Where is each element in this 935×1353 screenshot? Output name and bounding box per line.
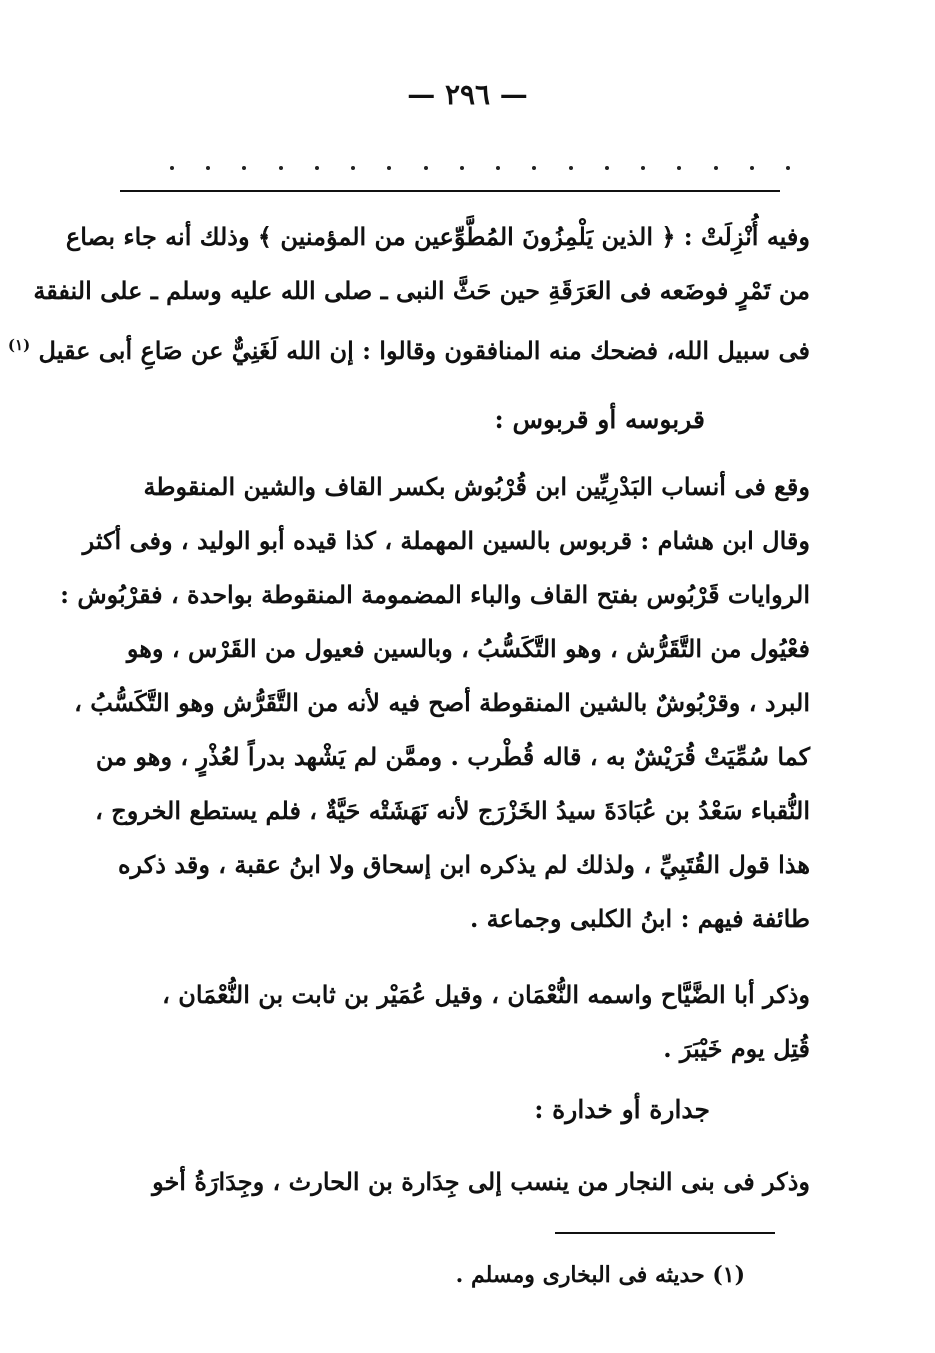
text-line: وذكر فى بنى النجار من ينسب إلى جِدَارة بن الحارث ، وجِدَارَةُ أخو (152, 1167, 810, 1196)
header-ornament-dots (170, 158, 790, 178)
text-line: وقع فى أنساب البَدْرِيِّين ابن قُرْبُوش بكسر القاف والشين المنقوطة (143, 472, 810, 501)
text-line: قُتِل يوم خَيْبَرَ . (663, 1034, 810, 1063)
footnote-rule (555, 1232, 775, 1234)
text-line: وذكر أبا الضَّيَّاح واسمه النُّعْمَان ، وقيل عُمَيْر بن ثابت بن النُّعْمَان ، (162, 980, 810, 1009)
paragraph-2 (60, 460, 810, 946)
text-segment: فى سبيل الله، فضحك منه المنافقون وقالوا : إن الله لَغَنِيٌّ عن صَاعِ أبى عقيل (38, 336, 810, 365)
footnote-marker: (١) (7, 336, 31, 354)
text-line: فعْيُول من التَّقَرُّش ، وهو التَّكَسُّبُ ، وبالسين فعيول من القَرْس ، وهو (126, 634, 810, 663)
paragraph-1 (7, 210, 810, 378)
text-line: هذا قول القُتَبِيِّ ، ولذلك لم يذكره ابن إسحاق ولا ابنُ عقبة ، وقد ذكره (117, 850, 810, 879)
section-heading-1: قربوسه أو قربوس : (494, 405, 705, 434)
text-line: النُّقباء سَعْدُ بن عُبَادَةَ سيدُ الخَزْرَج لأنه نَهَشَتْه حَيَّةٌ ، فلم يستطع الخروج ، (95, 796, 810, 825)
section-heading-2: جدارة أو خدارة : (534, 1095, 710, 1124)
text-line: كما سُمِّيَتْ قُرَيْشٌ به ، قاله قُطْرب . وممَّن لم يَشْهد بدراً لعُذْرٍ ، وهو من (95, 742, 810, 771)
text-line: طائفة فيهم : ابنُ الكلبى وجماعة . (469, 904, 810, 933)
page-number: — ٢٩٦ — (407, 78, 528, 111)
paragraph-3 (120, 968, 810, 1076)
text-line: من تَمْرٍ فوضَعه فى العَرَقَةِ حين حَثَّ النبى ـ صلى الله عليه وسلم ـ على النفقة (33, 276, 810, 305)
paragraph-4 (152, 1155, 810, 1209)
header-rule (120, 190, 780, 192)
text-line: وفيه أُنْزِلَتْ : ﴿ الذين يَلْمِزُونَ المُطَّوِّعين من المؤمنين ﴾ وذلك أنه جاء بصاع (65, 222, 810, 251)
footnote: (١) حديثه فى البخارى ومسلم . (455, 1262, 745, 1288)
text-line: وقال ابن هشام : قربوس بالسين المهملة ، كذا قيده أبو الوليد ، وفى أكثر (82, 526, 810, 555)
text-line: الروايات قَرْبُوس بفتح القاف والباء المضمومة المنقوطة بواحدة ، فقرْبُوش : (60, 580, 810, 609)
text-line: البرد ، وقرْبُوشٌ بالشين المنقوطة أصح فيه لأنه من التَّقَرُّش وهو التَّكَسُّبُ ، (74, 688, 810, 717)
text-line (7, 318, 810, 378)
